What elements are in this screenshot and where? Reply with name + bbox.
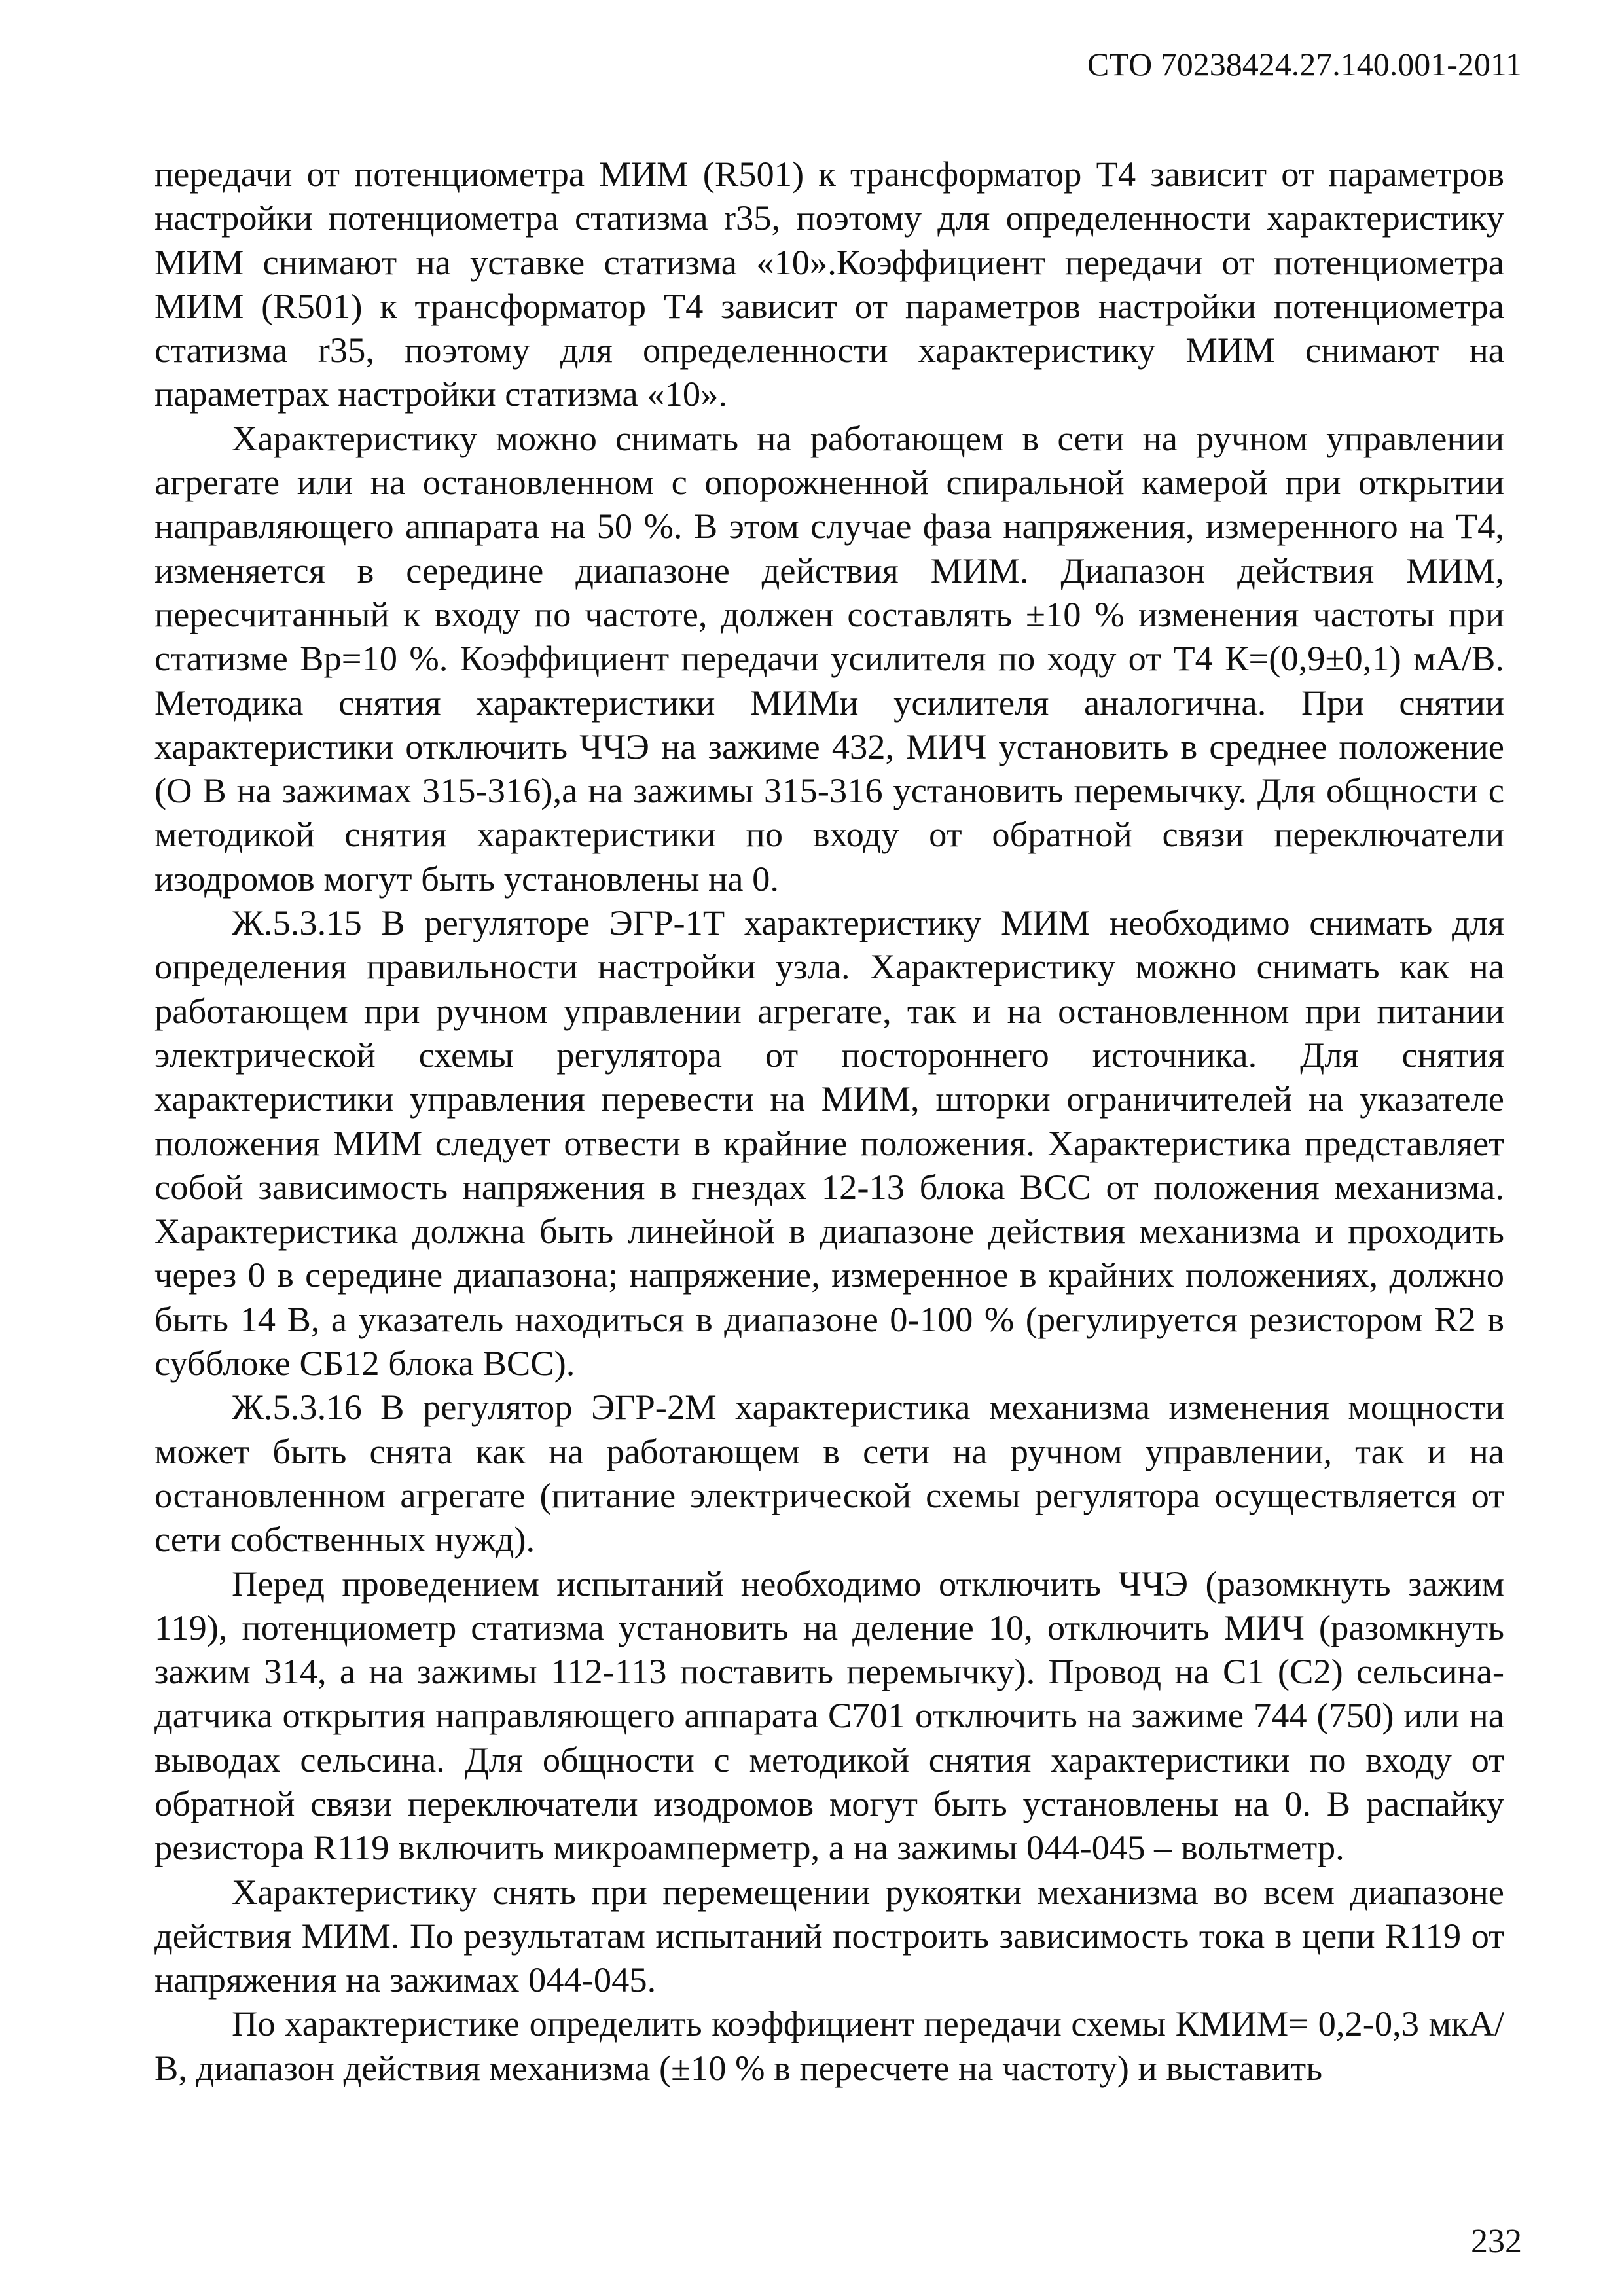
document-code-header: СТО 70238424.27.140.001-2011	[1087, 46, 1522, 82]
paragraph-6: Характеристику снять при перемещении рукоятки механизма во всем диапазоне действия МИМ. По результатам испытаний построить зависимость тока в цепи R119 от напряжения на зажимах 044-045.	[154, 1871, 1504, 2000]
page-number: 232	[1471, 2223, 1522, 2260]
paragraph-7: По характеристике определить коэффициент передачи схемы КМИМ= 0,2-0,3 мкА/В, диапазон действия механизма (±10 % в пересчете на частоту) и выставить	[154, 2003, 1504, 2088]
paragraph-5: Перед проведением испытаний необходимо отключить ЧЧЭ (разомкнуть зажим 119), потенциометр статизма установить на деление 10, отключить МИЧ (разомкнуть зажим 314, а на зажимы 112-113 поставить перемычку). Провод на С1 (С2) сельсина-датчика открытия направляющего аппарата С701 отключить на зажиме 744 (750) или на выводах сельсина. Для общности с методикой снятия характеристики по входу от обратной связи переключатели изодромов могут быть установлены на 0. В распайку резистора R119 включить микроамперметр, а на зажимы 044-045 – вольтметр.	[154, 1563, 1504, 1868]
paragraph-4: Ж.5.3.16 В регулятор ЭГР-2М характеристика механизма изменения мощности может быть снята как на работающем в сети на ручном управлении, так и на остановленном агрегате (питание электрической схемы регулятора осуществляется от сети собственных нужд).	[154, 1387, 1504, 1560]
document-body	[154, 152, 1504, 2090]
paragraph-2: Характеристику можно снимать на работающем в сети на ручном управлении агрегате или на остановленном с опорожненной спиральной камерой при открытии направляющего аппарата на 50 %. В этом случае фаза напряжения, измеренного на Т4, изменяется в середине диапазоне действия МИМ. Диапазон действия МИМ, пересчитанный к входу по частоте, должен составлять ±10 % изменения частоты при статизме Вр=10 %. Коэффициент передачи усилителя по ходу от Т4 К=(0,9±0,1) мА/В. Методика снятия характеристики МИМи усилителя аналогична. При снятии характеристики отключить ЧЧЭ на зажиме 432, МИЧ установить в среднее положение (О В на зажимах 315-316),а на зажимы 315-316 установить перемычку. Для общности с методикой снятия характеристики по входу от обратной связи переключатели изодромов могут быть установлены на 0.	[154, 418, 1504, 899]
paragraph-1: передачи от потенциометра МИМ (R501) к трансформатор Т4 зависит от параметров настройки потенциометра статизма r35, поэтому для определенности характеристику МИМ снимают на уставке статизма «10».Коэффициент передачи от потенциометра МИМ (R501) к трансформатор Т4 зависит от параметров настройки потенциометра статизма r35, поэтому для определенности характеристику МИМ снимают на параметрах настройки статизма «10».	[154, 154, 1504, 414]
paragraph-3: Ж.5.3.15 В регуляторе ЭГР-1Т характеристику МИМ необходимо снимать для определения правильности настройки узла. Характеристику можно снимать как на работающем при ручном управлении агрегате, так и на остановленном при питании электрической схемы регулятора от постороннего источника. Для снятия характеристики управления перевести на МИМ, шторки ограничителей на указателе положения МИМ следует отвести в крайние положения. Характеристика представляет собой зависимость напряжения в гнездах 12-13 блока ВСС от положения механизма. Характеристика должна быть линейной в диапазоне действия механизма и проходить через 0 в середине диапазона; напряжение, измеренное в крайних положениях, должно быть 14 В, а указатель находиться в диапазоне 0-100 % (регулируется резистором R2 в субблоке СБ12 блока ВСС).	[154, 903, 1504, 1384]
